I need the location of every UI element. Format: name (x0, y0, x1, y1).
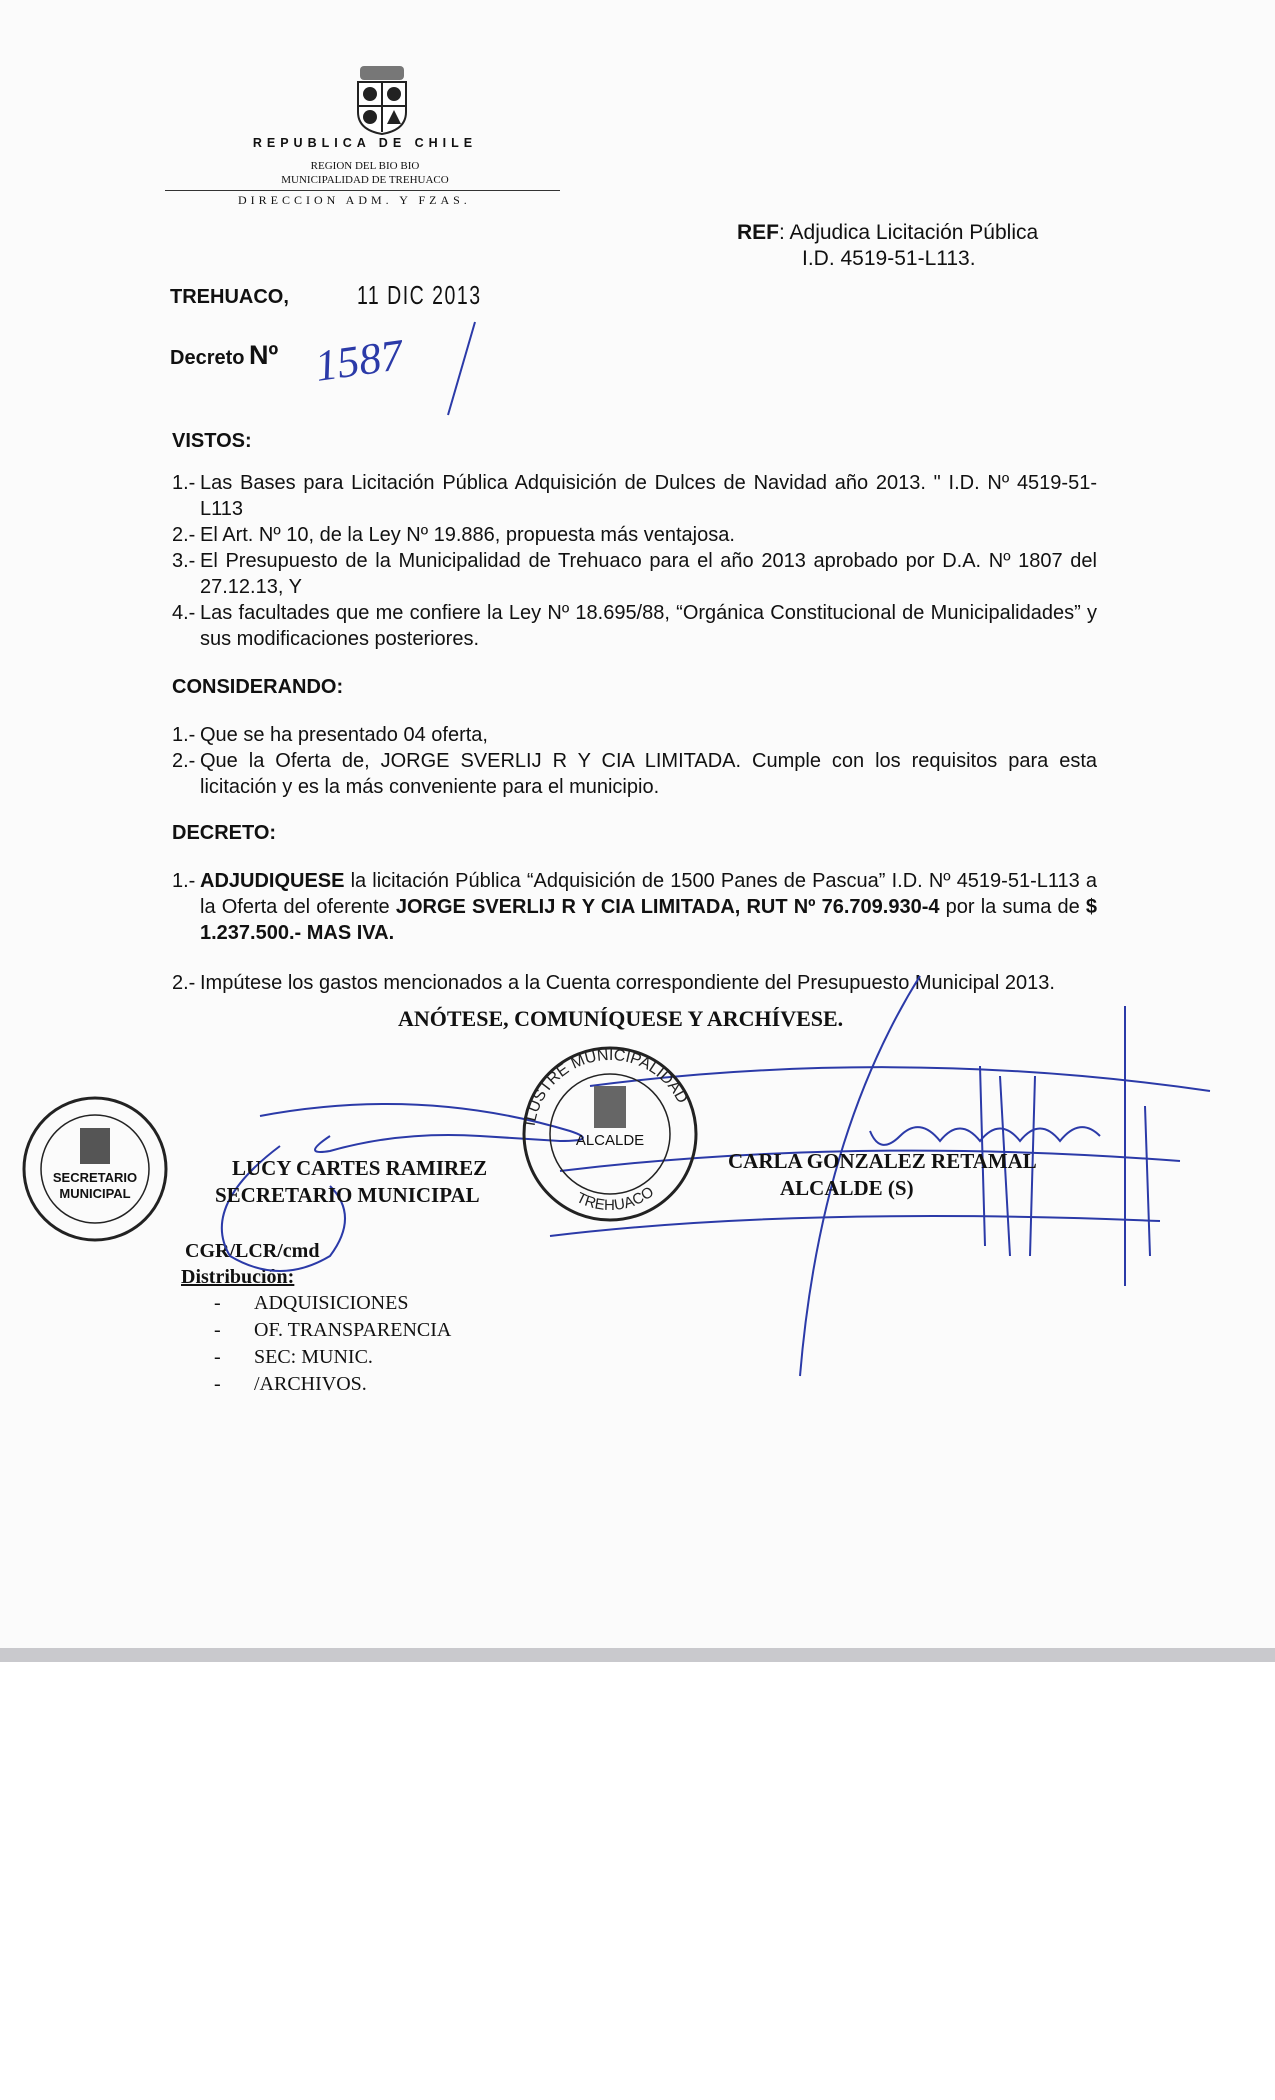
svg-text:TREHUACO (574, 1183, 657, 1214)
ref-label: REF (737, 221, 779, 244)
item-text: la licitación Pública “Adquisición de 1500 Panes de Pascua” I.D. Nº 4519-51-L113 a la Oferta del oferente (200, 870, 1097, 918)
vistos-item (172, 600, 1097, 652)
closing-formula: ANÓTESE, COMUNÍQUESE Y ARCHÍVESE. (398, 1006, 844, 1031)
signature-block (0, 1032, 1275, 1232)
vistos-heading: VISTOS: (172, 430, 252, 452)
considerando-item (172, 748, 1097, 800)
item-text: Que la Oferta de, JORGE SVERLIJ R Y CIA LIMITADA. Cumple con los requisitos para esta licitación y es la más conveniente para el municipio. (200, 750, 1097, 798)
distribution-item-label: /ARCHIVOS. (254, 1373, 367, 1395)
vistos-item (172, 470, 1097, 522)
decree-number-line (170, 340, 278, 371)
distribution-item-label: SEC: MUNIC. (254, 1346, 373, 1368)
item-number: 3.- (172, 550, 196, 572)
item-text: Impútese los gastos mencionados a la Cuenta correspondiente del Presupuesto Municipal 2013. (200, 972, 1055, 994)
signatory-2-title: ALCALDE (S) (780, 1176, 914, 1200)
initials: CGR/LCR/cmd (185, 1240, 320, 1262)
vistos-item (172, 522, 1097, 548)
amount-text: $ 1.237.500.- MAS IVA. (200, 896, 1097, 944)
distribution-item: - SEC: MUNIC. (214, 1346, 373, 1368)
reference-block: REF: Adjudica Licitación Pública I.D. 4519-51-L113. (737, 221, 1039, 270)
considerando-item (172, 722, 1097, 748)
place-label: TREHUACO, (170, 286, 289, 308)
considerando-heading: CONSIDERANDO: (172, 676, 344, 698)
stamp-right-top: ILUSTRE MUNICIPALIDAD (521, 1046, 691, 1128)
department-label: DIRECCION ADM. Y FZAS. (238, 193, 471, 207)
stamp-right-bottom: TREHUACO (573, 1183, 658, 1214)
item-text: El Art. Nº 10, de la Ley Nº 19.886, propuesta más ventajosa. (200, 524, 735, 546)
municipality-label: MUNICIPALIDAD DE TREHUACO (281, 174, 449, 186)
decreto-heading: DECRETO: (172, 822, 277, 844)
item-number: 4.- (172, 602, 196, 624)
secretary-stamp (20, 1094, 170, 1244)
stamp-left-center2: MUNICIPAL (59, 1186, 131, 1201)
decree-number-handwritten: 1587 (312, 330, 406, 391)
decree-no-label: Nº (248, 340, 279, 370)
stamp-right-center: ALCALDE (575, 1132, 645, 1149)
item-number: 2.- (172, 750, 196, 772)
handwritten-stroke (440, 320, 480, 420)
signatory-1-name: LUCY CARTES RAMIREZ (232, 1156, 488, 1180)
item-text: Que se ha presentado 04 oferta, (200, 724, 488, 746)
signatory-1-title: SECRETARIO MUNICIPAL (215, 1183, 480, 1207)
item-number: 1.- (172, 472, 196, 494)
item-number: 1.- (172, 724, 196, 746)
ref-line2: I.D. 4519-51-L113. (802, 247, 976, 270)
signatory-2-name: CARLA GONZALEZ RETAMAL (728, 1149, 1037, 1173)
ref-line1: Adjudica Licitación Pública (789, 221, 1039, 244)
header-divider (165, 190, 560, 191)
bold-text: ADJUDIQUESE (200, 870, 345, 892)
decreto-item (172, 868, 1097, 946)
item-number: 2.- (172, 972, 196, 994)
distribution-item: - OF. TRANSPARENCIA (214, 1319, 452, 1341)
region-label: REGION DEL BIO BIO (310, 160, 420, 172)
decree-label: Decreto (170, 347, 245, 369)
decree-body (52, 428, 1097, 1398)
item-text: Las Bases para Licitación Pública Adquisición de Dulces de Navidad año 2013. " I.D. Nº 4519-51-L113 (200, 472, 1097, 520)
municipal-crest-logo (352, 64, 412, 136)
distribution-item-label: ADQUISICIONES (254, 1292, 409, 1314)
bold-text: JORGE SVERLIJ R Y CIA LIMITADA, RUT Nº 76.709.930-4 (395, 896, 940, 918)
item-number: 1.- (172, 870, 196, 892)
distribution-heading: Distribución: (181, 1266, 295, 1288)
republic-label: REPUBLICA DE CHILE (252, 136, 478, 150)
distribution-item: - /ARCHIVOS. (214, 1373, 367, 1395)
stamp-left-center: SECRETARIO (52, 1170, 138, 1185)
item-text: El Presupuesto de la Municipalidad de Trehuaco para el año 2013 aprobado por D.A. Nº 1807 del 27.12.13, Y (200, 550, 1097, 598)
item-text: por la suma de (939, 896, 1086, 918)
item-text: Las facultades que me confiere la Ley Nº 18.695/88, “Orgánica Constitucional de Municipalidades” y sus modificaciones posteriores. (200, 602, 1097, 650)
vistos-item (172, 548, 1097, 600)
item-number: 2.- (172, 524, 196, 546)
distribution-item-label: OF. TRANSPARENCIA (254, 1319, 452, 1341)
distribution-item: - ADQUISICIONES (214, 1292, 409, 1314)
date-stamp: 11 DIC 2013 (357, 280, 482, 310)
